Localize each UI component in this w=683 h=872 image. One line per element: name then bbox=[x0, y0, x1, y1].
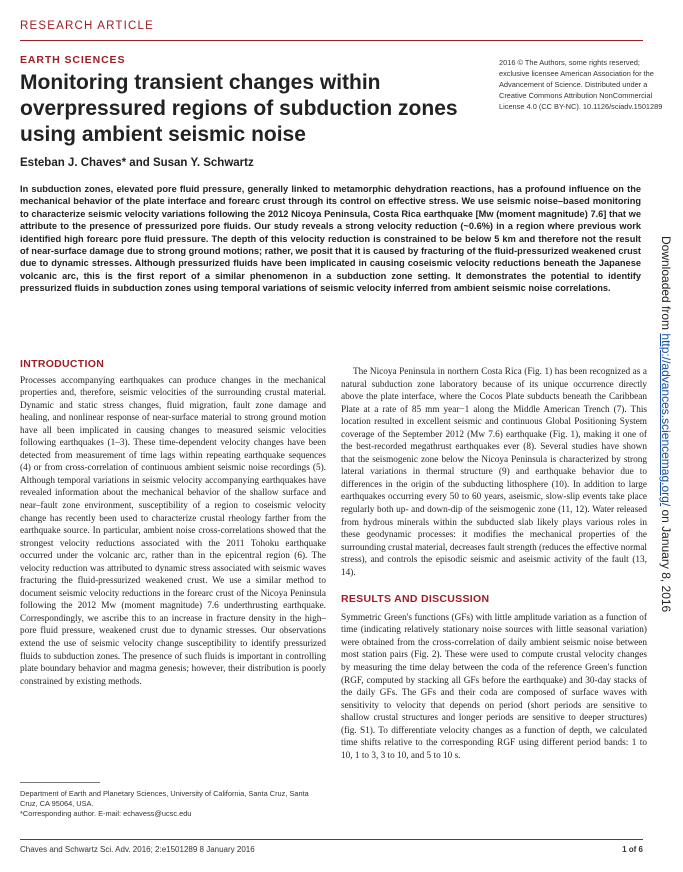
page-number: 1 of 6 bbox=[622, 845, 643, 854]
author-list: Esteban J. Chaves* and Susan Y. Schwartz bbox=[20, 157, 254, 169]
introduction-paragraph: Processes accompanying earthquakes can produce changes in the mechanical properties and, therefore, seismic velocities of the surrounding crustal material. Dynamic and static stress changes, fluid migration, fault zone damage and healing, and nonlinear response of near-surface material to strong ground motion have all been implicated in causing changes to measured seismic velocities following earthquakes (1–3). These time-dependent velocity changes have been detected from measurement of time lags within repeating earthquake sequences (4) or from cross-correlation of continuous ambient seismic noise recordings (5). Although temporal variations in seismic velocity accompanying earthquakes have revealed information about the mechanical behavior of the shallow surface and near–fault zone environment, susceptibility of a region to coseismic velocity change has recently been used to characterize crustal rheology farther from the earthquake source. In particular, ambient noise cross-correlations showed that the strongest velocity reductions associated with the 2011 Tohoku earthquake occurred under the volcanic arc, rather than in the epicentral region (6). The velocity reduction was attributed to dynamic stress associated with seismic waves fracturing the fluid-pressurized weakened crust. We use a similar method to document seismic velocity reductions in the forearc crust of the Nicoya Peninsula following the 2012 Mw (moment magnitude) 7.6 underthrusting earthquake. Correspondingly, we ascribe this to an increase in fracture density in the high–pore fluid pressure, weakened crust due to dynamic stresses. Our observations extend the use of seismic velocity change susceptibility to identify pressurized fluids to subduction zones. The presence of such fluids is important in controlling plate boundary behavior and magma genesis; however, their distribution is poorly constrained by existing methods. bbox=[20, 375, 326, 687]
download-prefix: Downloaded from bbox=[659, 236, 673, 334]
header-divider bbox=[20, 40, 643, 41]
download-suffix: on January 8, 2016 bbox=[659, 506, 673, 613]
left-column bbox=[20, 358, 326, 688]
article-title: Monitoring transient changes within overpressured regions of subduction zones using ambient seismic noise bbox=[20, 71, 458, 146]
affiliation-divider bbox=[20, 782, 100, 783]
download-link[interactable]: http://advances.sciencemag.org/ bbox=[659, 333, 673, 507]
license-notice: 2016 © The Authors, some rights reserved; exclusive licensee American Association for the Advancement of Science. Distributed under a Creative Commons Attribution NonCommercial License 4.0 (CC BY-NC). 10.1126/sciadv.1501289 bbox=[499, 58, 663, 111]
download-notice bbox=[659, 236, 673, 656]
citation-footer: Chaves and Schwartz Sci. Adv. 2016; 2:e1501289 8 January 2016 bbox=[20, 845, 255, 854]
footer-divider bbox=[20, 839, 643, 840]
download-sidebar bbox=[655, 236, 677, 660]
affiliation-address: Department of Earth and Planetary Sciences, University of California, Santa Cruz, Santa Cruz, CA 95064, USA. bbox=[20, 789, 309, 808]
results-paragraph: Symmetric Green's functions (GFs) with little amplitude variation as a function of time (indicating relatively stationary noise sources with little seasonal variation) were obtained from the cross-correlation of daily ambient seismic noise between most station pairs (Fig. 2). These were used to compute crustal velocity changes by measuring the time delay between the coda of the reference Green's function (RGF, computed by stacking all GFs before the earthquake) and 30-day stacks of the daily GFs. The GFs and their coda are composed of surface waves with sensitivity to velocity that depends on period (short periods are sensitive to shallow crustal structures and longer periods are sensitive to deeper structures) (fig. S1). To differentiate velocity changes as a function of depth, we calculated time shifts relative to the corresponding RGF using different period bands: 1 to 10, 1 to 3, 3 to 10, and 5 to 10 s. bbox=[341, 612, 647, 761]
right-column bbox=[341, 366, 647, 762]
affiliation-block bbox=[20, 789, 326, 819]
introduction-heading: INTRODUCTION bbox=[20, 358, 105, 370]
section-label: EARTH SCIENCES bbox=[20, 54, 126, 66]
abstract: In subduction zones, elevated pore fluid pressure, generally linked to metamorphic dehydration reactions, has a profound influence on the mechanical behavior of the plate interface and forearc crust through its control on effective stress. We use seismic noise–based monitoring to characterize seismic velocity variations following the 2012 Nicoya Peninsula, Costa Rica earthquake [Mw (moment magnitude) 7.6] that we attribute to the presence of pressurized pore fluids. Our study reveals a strong velocity reduction (~0.6%) in a region where previous work identified high forearc pore fluid pressure. The depth of this velocity reduction is constrained to be below 5 km and therefore not the result of near-surface damage due to strong ground motions; rather, we posit that it is caused by fracturing of the fluid-pressurized weakened crust due to dynamic stresses. Although pressurized fluids have been implicated in causing coseismic velocity reductions beneath the Japanese volcanic arc, this is the first report of a similar phenomenon in a subduction zone setting. It demonstrates the potential to identify pressurized fluids in subduction zones using temporal variations of seismic velocity inferred from ambient seismic noise correlations. bbox=[20, 184, 641, 294]
body-paragraph: The Nicoya Peninsula in northern Costa Rica (Fig. 1) has been recognized as a natural subduction zone laboratory because of its unique occurrence directly above the plate interface, where the Cocos Plate subducts beneath the Caribbean Plate at a rate of 85 mm year−1 along the Middle American Trench (7). This location resulted in excellent seismic and continuous Global Positioning System coverage of the September 2012 (Mw 7.6) earthquake (Fig. 1), making it one of the best-recorded megathrust earthquakes ever (8). Several studies have shown that the seismogenic zone below the Nicoya Peninsula is characterized by strong lateral variations in thermal structure (9) and earthquake behavior due to differences in the origin of the subducting lithosphere (10). In addition to large earthquakes occurring every 50 to 60 years, aseismic, slow-slip events take place regularly both up- and down-dip of the seismogenic zone (11, 12). Water released from hydrous minerals within the subducted slab likely plays various roles in these geodynamic processes: it modifies the mechanical properties of the surrounding crustal material, decreases fault strength (reduces the effective normal stress), and controls the episodic seismic and aseismic activity of the fault (13, 14). bbox=[341, 367, 647, 578]
corresponding-author: *Corresponding author. E-mail: echavess@ucsc.edu bbox=[20, 809, 192, 818]
article-type-label: RESEARCH ARTICLE bbox=[20, 20, 155, 32]
results-heading: RESULTS AND DISCUSSION bbox=[341, 593, 490, 606]
